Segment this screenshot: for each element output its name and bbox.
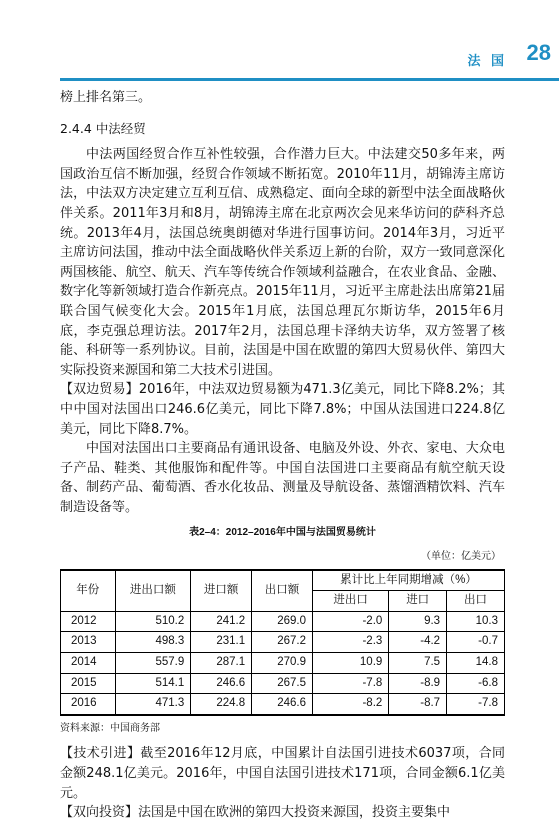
text-bilateral-trade: 2016年，中法双边贸易额为471.3亿美元，同比下降8.2%；其中中国对法国出口246.6亿美元，同比下降7.8%；中国从法国进口224.8亿美元，同比下降8.7%。 — [60, 382, 505, 437]
cell-total: 498.3 — [115, 632, 191, 653]
text-investment: 法国是中国在欧洲的第四大投资来源国，投资主要集中 — [138, 805, 451, 821]
cell-growth-import: -4.2 — [389, 632, 447, 653]
section-heading: 2.4.4 中法经贸 — [60, 120, 146, 136]
col-header-growth-import: 进口 — [389, 591, 447, 612]
col-header-year: 年份 — [61, 570, 116, 612]
table-row — [61, 611, 505, 632]
paragraph-bilateral-trade — [60, 380, 505, 439]
text-technology: 截至2016年12月底，中国累计自法国引进技术6037项，合同金额248.1亿美元。2016年，中国自法国引进技术171项，合同金额6.1亿美元。 — [60, 746, 505, 801]
cell-export: 270.9 — [252, 653, 313, 674]
col-header-import: 进口额 — [191, 570, 252, 612]
cell-growth-export: 14.8 — [447, 653, 505, 674]
cell-export: 267.5 — [252, 673, 313, 694]
tag-technology: 【技术引进】 — [60, 746, 141, 762]
paragraph-continuation: 榜上排名第三。 — [60, 90, 152, 105]
cell-growth-total: -2.3 — [313, 632, 389, 653]
cell-growth-export: 10.3 — [447, 611, 505, 632]
page-number: 28 — [526, 40, 551, 65]
cell-export: 269.0 — [252, 611, 313, 632]
cell-growth-import: -8.9 — [389, 673, 447, 694]
cell-year: 2016 — [61, 694, 116, 715]
cell-import: 231.1 — [191, 632, 252, 653]
cell-growth-export: -7.8 — [447, 694, 505, 715]
cell-import: 241.2 — [191, 611, 252, 632]
cell-year: 2015 — [61, 673, 116, 694]
cell-export: 267.2 — [252, 632, 313, 653]
table-row — [61, 632, 505, 653]
header-rule — [60, 78, 559, 81]
table-title: 表2–4：2012–2016年中国与法国贸易统计 — [189, 527, 376, 539]
trade-table — [60, 569, 505, 716]
table-row — [61, 653, 505, 674]
cell-year: 2012 — [61, 611, 116, 632]
paragraph-overview: 中法两国经贸合作互补性较强，合作潜力巨大。中法建交50多年来，两国政治互信不断加强，经贸合作领域不断拓宽。2010年11月，胡锦涛主席访法，中法双方决定建立互利互信、成熟稳定、面向全球的新型中法全面战略伙伴关系。2011年3月和8月，胡锦涛主席在北京两次会见来华访问的萨科齐总统。2013年4月，法国总统奥朗德对华进行国事访问。2014年3月，习近平主席访问法国，推动中法全面战略伙伴关系迈上新的台阶，双方一致同意深化两国核能、航空、航天、汽车等传统合作领域利益融合，在农业食品、金融、数字化等新领域打造合作新亮点。2015年11月，习近平主席赴法出席第21届联合国气候变化大会。2015年1月底，法国总理瓦尔斯访华，2015年6月底，李克强总理访法。2017年2月，法国总理卡泽纳夫访华，双方签署了核能、科研等一系列协议。目前，法国是中国在欧盟的第四大贸易伙伴、第四大实际投资来源国和第二大技术引进国。 — [60, 147, 505, 378]
cell-growth-export: -6.8 — [447, 673, 505, 694]
paragraph-investment — [60, 803, 505, 823]
cell-import: 246.6 — [191, 673, 252, 694]
col-header-growth-group: 累计比上年同期增减（%） — [313, 570, 505, 591]
page-content — [60, 88, 505, 823]
col-header-export: 出口额 — [252, 570, 313, 612]
cell-growth-import: -8.7 — [389, 694, 447, 715]
col-header-total: 进出口额 — [115, 570, 191, 612]
cell-year: 2014 — [61, 653, 116, 674]
table-unit: （单位：亿美元） — [421, 551, 501, 563]
page-header — [60, 36, 559, 78]
cell-total: 557.9 — [115, 653, 191, 674]
cell-year: 2013 — [61, 632, 116, 653]
tag-bilateral-trade: 【双边贸易】 — [60, 382, 139, 398]
cell-import: 287.1 — [191, 653, 252, 674]
cell-growth-total: -8.2 — [313, 694, 389, 715]
cell-total: 514.1 — [115, 673, 191, 694]
cell-growth-total: -2.0 — [313, 611, 389, 632]
cell-growth-total: -7.8 — [313, 673, 389, 694]
cell-growth-import: 9.3 — [389, 611, 447, 632]
col-header-growth-export: 出口 — [447, 591, 505, 612]
col-header-growth-total: 进出口 — [313, 591, 389, 612]
chapter-label: 法 国 — [467, 54, 507, 69]
tag-investment: 【双向投资】 — [60, 805, 139, 821]
cell-growth-export: -0.7 — [447, 632, 505, 653]
cell-growth-total: 10.9 — [313, 653, 389, 674]
paragraph-technology — [60, 744, 505, 803]
cell-total: 510.2 — [115, 611, 191, 632]
paragraph-commodities: 中国对法国出口主要商品有通讯设备、电脑及外设、外衣、家电、大众电子产品、鞋类、其他服饰和配件等。中国自法国进口主要商品有航空航天设备、制药产品、葡萄酒、香水化妆品、测量及导航设备、蒸馏酒精饮料、汽车制造设备等。 — [60, 441, 505, 515]
table-row — [61, 673, 505, 694]
cell-total: 471.3 — [115, 694, 191, 715]
cell-growth-import: 7.5 — [389, 653, 447, 674]
table-source: 资料来源：中国商务部 — [60, 722, 160, 734]
cell-import: 224.8 — [191, 694, 252, 715]
table-row — [61, 694, 505, 715]
cell-export: 246.6 — [252, 694, 313, 715]
